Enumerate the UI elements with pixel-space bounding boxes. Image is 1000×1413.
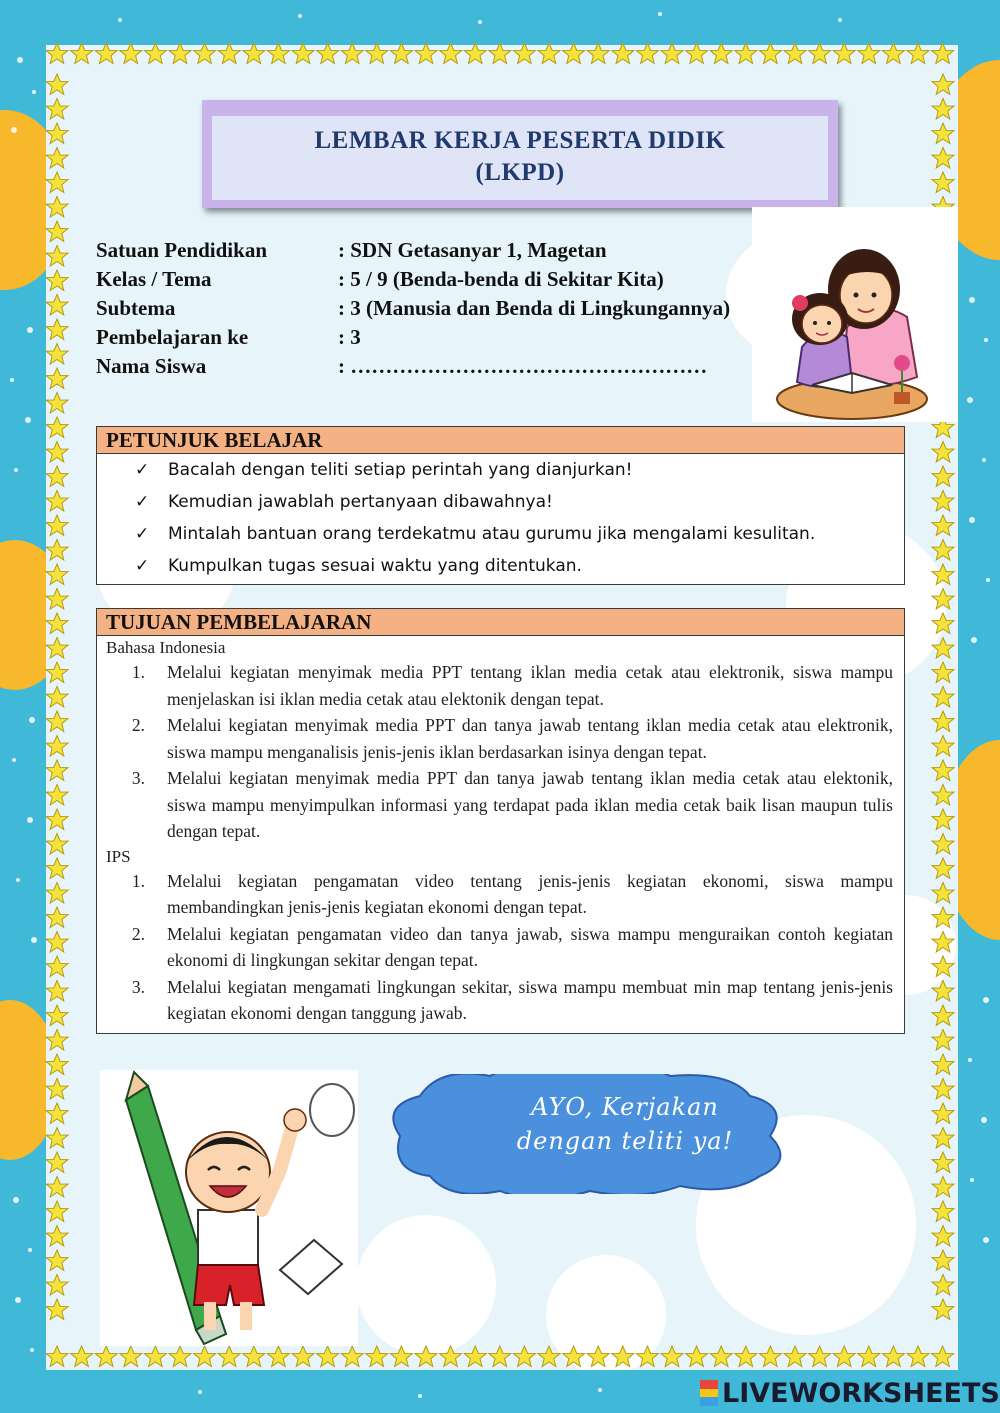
- subject-label: Bahasa Indonesia: [106, 638, 226, 657]
- tip-text: Kumpulkan tugas sesuai waktu yang ditentukan.: [168, 556, 582, 576]
- subject-label: IPS: [106, 846, 131, 866]
- info-value: : SDN Getasanyar 1, Magetan: [338, 238, 607, 262]
- liveworksheets-logo[interactable]: [700, 1378, 1000, 1408]
- page-title: LEMBAR KERJA PESERTA DIDIK: [314, 127, 726, 154]
- tip-text: Mintalah bantuan orang terdekatmu atau gurumu jika mengalami kesulitan.: [168, 524, 816, 544]
- petunjuk-heading: PETUNJUK BELAJAR: [97, 427, 904, 454]
- info-row: [96, 238, 796, 267]
- objective-number: 3.: [131, 768, 145, 788]
- info-value: : 3: [338, 325, 361, 349]
- objective-text: Melalui kegiatan menyimak media PPT dan tanya jawab tentang iklan media cetak atau elektronik, siswa mampu menganalisis jenis-jenis iklan berdasarkan isinya dengan tepat.: [167, 715, 893, 762]
- objective-number: 3.: [131, 976, 145, 997]
- petunjuk-list: [97, 454, 904, 582]
- tujuan-pembelajaran-box: [96, 608, 905, 1034]
- list-item: [97, 550, 904, 582]
- info-value: : 3 (Manusia dan Benda di Lingkungannya): [338, 296, 731, 320]
- objective-text: Melalui kegiatan mengamati lingkungan sekitar, siswa mampu membuat min map tentang jenis-jenis kegiatan ekonomi dengan tanggung jawab.: [167, 976, 893, 1023]
- objective-number: 1.: [131, 662, 145, 682]
- tip-text: Bacalah dengan teliti setiap perintah yang dianjurkan!: [168, 460, 633, 480]
- info-label: Nama Siswa: [96, 354, 207, 378]
- student-info: [96, 238, 796, 383]
- page-subtitle: (LKPD): [475, 159, 565, 186]
- objective-text: Melalui kegiatan menyimak media PPT tentang iklan media cetak atau elektronik, siswa mampu menjelaskan isi iklan media cetak atau elektonik dengan tepat.: [167, 662, 893, 709]
- liveworksheets-badge-icon: [700, 1380, 718, 1406]
- objective-text: Melalui kegiatan pengamatan video dan tanya jawab, siswa mampu menguraikan contoh kegiatan ekonomi di lingkungan sekitar dengan tepat.: [167, 923, 893, 970]
- info-row: [96, 296, 796, 325]
- objective-item: [97, 868, 904, 921]
- objective-item: [97, 712, 904, 765]
- tip-text: Kemudian jawablah pertanyaan dibawahnya!: [168, 492, 553, 512]
- info-label: Kelas / Tema: [96, 267, 212, 291]
- petunjuk-belajar-box: [96, 426, 905, 585]
- check-icon: ✓: [135, 460, 150, 480]
- info-row: [96, 354, 796, 383]
- objective-text: Melalui kegiatan pengamatan video tentang jenis-jenis kegiatan ekonomi, siswa mampu membandingkan jenis-jenis kegiatan ekonomi dengan tepat.: [167, 870, 893, 917]
- check-icon: ✓: [135, 524, 150, 544]
- tujuan-heading: TUJUAN PEMBELAJARAN: [97, 609, 904, 636]
- title-frame: [202, 100, 838, 208]
- watermark-text: LIVEWORKSHEETS: [722, 1377, 1000, 1409]
- objective-number: 2.: [131, 923, 145, 944]
- list-item: [97, 518, 904, 550]
- info-label: Pembelajaran ke: [96, 325, 249, 349]
- objective-item: [97, 974, 904, 1027]
- student-name-field[interactable]: : ……………………………………………: [338, 354, 708, 378]
- objective-number: 2.: [131, 715, 145, 735]
- info-value: : 5 / 9 (Benda-benda di Sekitar Kita): [338, 267, 664, 291]
- objective-text: Melalui kegiatan menyimak media PPT dan tanya jawab tentang iklan media cetak atau elektonik, siswa mampu menyimpulkan informasi yang terdapat pada iklan media cetak baik lisan maupun tulis dengan tepat.: [167, 768, 893, 841]
- cloud-message: [440, 1090, 810, 1158]
- check-icon: ✓: [135, 492, 150, 512]
- info-label: Subtema: [96, 296, 176, 320]
- info-label: Satuan Pendidikan: [96, 238, 267, 262]
- cloud-line-2: dengan teliti ya!: [516, 1127, 734, 1155]
- list-item: [97, 454, 904, 486]
- check-icon: ✓: [135, 556, 150, 576]
- title-panel: [212, 116, 828, 200]
- mother-child-reading-illustration: [752, 207, 958, 422]
- objective-number: 1.: [131, 870, 145, 891]
- cloud-line-1: AYO, Kerjakan: [531, 1093, 719, 1121]
- boy-with-pencil-illustration: [100, 1070, 358, 1346]
- info-row: [96, 267, 796, 296]
- list-item: [97, 486, 904, 518]
- objective-item: [97, 765, 904, 845]
- info-row: [96, 325, 796, 354]
- objective-item: [97, 921, 904, 974]
- objective-item: [97, 659, 904, 712]
